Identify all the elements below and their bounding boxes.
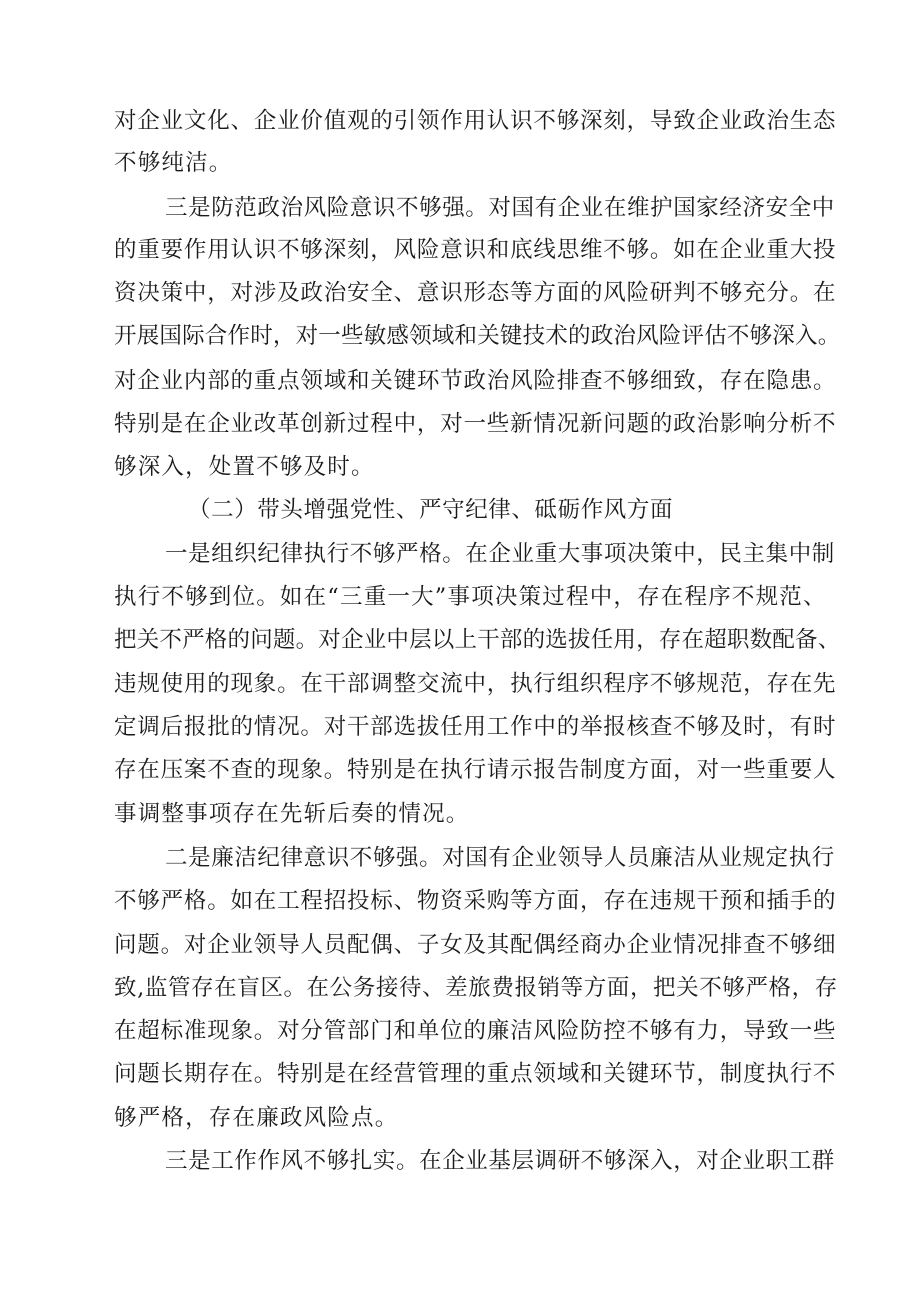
text-line: 定调后报批的情况。对干部选拔任用工作中的举报核查不够及时，有时 [114, 714, 837, 740]
text-line: 事调整事项存在先斩后奏的情况。 [114, 801, 470, 827]
text-line: 在超标准现象。对分管部门和单位的廉洁风险防控不够有力，导致一些 [114, 1018, 837, 1044]
text-line: 违规使用的现象。在干部调整交流中，执行组织程序不够规范，存在先 [114, 671, 837, 697]
text-line: 不够纯洁。 [114, 150, 233, 176]
paragraph-start: 三是防范政治风险意识不够强。对国有企业在维护国家经济安全中 [165, 195, 835, 221]
text-line: 对企业内部的重点领域和关键环节政治风险排查不够细致，存在隐患。 [114, 368, 837, 394]
text-line: 不够严格。如在工程招投标、物资采购等方面，存在违规干预和插手的 [114, 888, 837, 914]
text-line: 执行不够到位。如在“三重一大”事项决策过程中，存在程序不规范、 [114, 584, 827, 610]
text-line: 开展国际合作时，对一些敏感领域和关键技术的政治风险评估不够深入。 [114, 323, 841, 349]
paragraph-start: 一是组织纪律执行不够严格。在企业重大事项决策中，民主集中制 [165, 541, 835, 567]
text-line: 的重要作用认识不够深刻，风险意识和底线思维不够。如在企业重大投 [114, 237, 837, 263]
text-line: 特别是在企业改革创新过程中，对一些新情况新问题的政治影响分析不 [114, 411, 837, 437]
text-line: 对企业文化、企业价值观的引领作用认识不够深刻，导致企业政治生态 [114, 108, 837, 134]
text-line: 问题长期存在。特别是在经营管理的重点领域和关键环节，制度执行不 [114, 1061, 837, 1087]
paragraph-start: 三是工作作风不够扎实。在企业基层调研不够深入，对企业职工群 [165, 1148, 835, 1174]
text-line: 资决策中，对涉及政治安全、意识形态等方面的风险研判不够充分。在 [114, 280, 837, 306]
section-heading: （二）带头增强党性、严守纪律、砥砺作风方面 [188, 497, 674, 523]
text-line: 问题。对企业领导人员配偶、子女及其配偶经商办企业情况排查不够细 [114, 932, 837, 958]
text-line: 够严格，存在廉政风险点。 [114, 1105, 399, 1131]
paragraph-start: 二是廉洁纪律意识不够强。对国有企业领导人员廉洁从业规定执行 [165, 845, 835, 871]
text-line: 致,监管存在盲区。在公务接待、差旅费报销等方面，把关不够严格，存 [114, 975, 838, 1001]
text-line: 够深入，处置不够及时。 [114, 454, 375, 480]
text-line: 存在压案不查的现象。特别是在执行请示报告制度方面，对一些重要人 [114, 757, 837, 783]
text-line: 把关不严格的问题。对企业中层以上干部的选拔任用，存在超职数配备、 [114, 627, 841, 653]
